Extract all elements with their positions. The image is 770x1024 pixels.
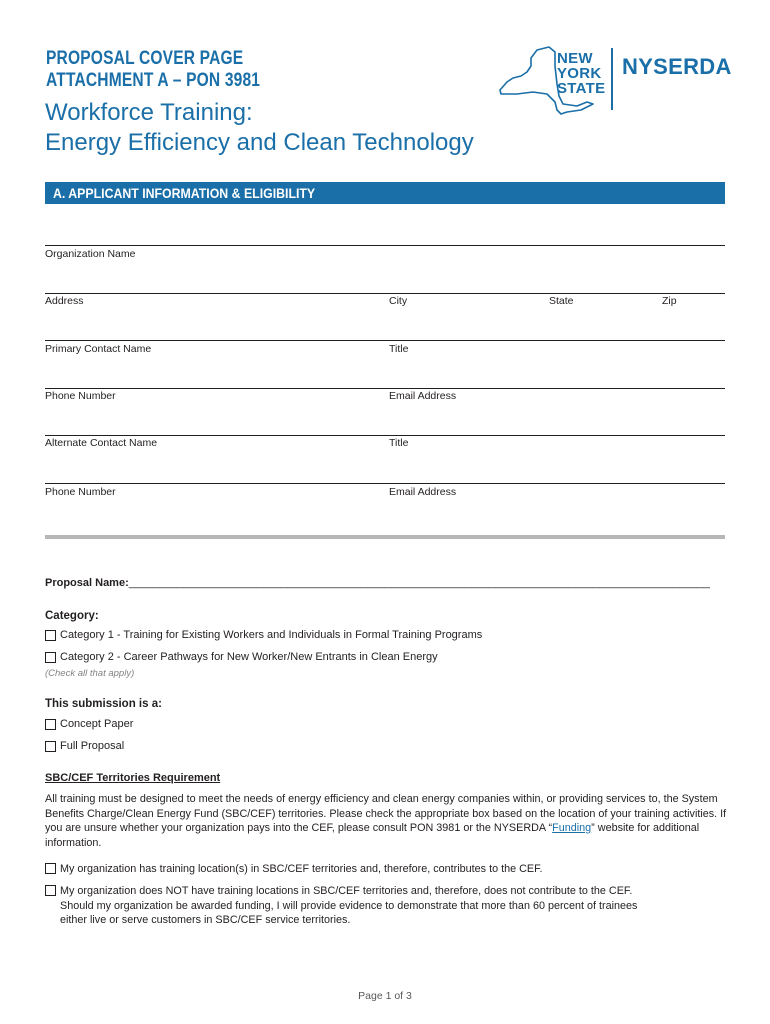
check-all-note: (Check all that apply) (45, 668, 135, 679)
section-a-header (45, 182, 725, 204)
subtitle-line2: Energy Efficiency and Clean Technology (45, 129, 474, 156)
nyserda-logo-text: NYSERDA (622, 54, 732, 79)
section-divider (45, 535, 725, 539)
submission-label: This submission is a: (45, 698, 162, 710)
subtitle-line1: Workforce Training: (45, 99, 253, 126)
alternate-contact-name-label: Alternate Contact Name (45, 437, 158, 449)
territory-1-text: My organization has training location(s) in SBC/CEF territories and, therefore, contributes to the CEF. (60, 863, 543, 875)
logo-word-new: NEW (557, 50, 593, 67)
territory-2-text-line3: either live or serve customers in SBC/CEF service territories. (60, 914, 351, 926)
section-a-title: A. APPLICANT INFORMATION & ELIGIBILITY (53, 185, 316, 201)
territory-option-1[interactable] (45, 862, 735, 877)
address-label: Address (45, 295, 84, 307)
organization-name-line[interactable] (45, 245, 725, 246)
category-2-checkbox[interactable] (45, 652, 56, 663)
proposal-name-blank[interactable]: _______________________________________________________________________________________________ (128, 577, 710, 589)
alternate-email-label: Email Address (389, 486, 457, 498)
city-label: City (389, 295, 408, 307)
category-1-option[interactable] (45, 629, 482, 641)
state-label: State (549, 295, 574, 307)
funding-link[interactable]: Funding (552, 822, 592, 834)
concept-paper-checkbox[interactable] (45, 719, 56, 730)
full-proposal-checkbox[interactable] (45, 741, 56, 752)
header-title-line2: ATTACHMENT A – PON 3981 (46, 70, 261, 91)
logo-word-york: YORK (557, 65, 602, 82)
logo-word-state: STATE (557, 80, 606, 97)
alternate-phone-label: Phone Number (45, 486, 116, 498)
territories-heading: SBC/CEF Territories Requirement (45, 772, 221, 784)
territories-paragraph (45, 792, 735, 850)
page-number: Page 1 of 3 (358, 990, 412, 1002)
primary-phone-label: Phone Number (45, 390, 116, 402)
primary-phone-line[interactable] (45, 388, 725, 389)
category-label: Category: (45, 610, 99, 622)
primary-contact-line[interactable] (45, 340, 725, 341)
primary-contact-name-label: Primary Contact Name (45, 343, 152, 355)
category-2-text: Category 2 - Career Pathways for New Worker/New Entrants in Clean Energy (60, 651, 438, 663)
category-1-text: Category 1 - Training for Existing Workers and Individuals in Formal Training Programs (60, 629, 483, 641)
logo-divider (611, 48, 613, 110)
territories-paragraph-end: ” website for additional information. (45, 822, 700, 849)
territory-option-2[interactable] (45, 884, 735, 928)
full-proposal-option[interactable] (45, 740, 124, 752)
territories-paragraph-text: All training must be designed to meet the needs of energy efficiency and clean energy companies within, or providing services to, the System Benefits Charge/Clean Energy Fund (SBC/CEF) territories. Please check the appropriate box based on the location of your training activities. If you are unsure whether your organization pays into the CEF, please consult PON 3981 or the NYSERDA “ (45, 793, 727, 834)
alternate-contact-line[interactable] (45, 435, 725, 436)
zip-label: Zip (662, 295, 677, 307)
category-1-checkbox[interactable] (45, 630, 56, 641)
proposal-name-field[interactable] (45, 577, 710, 589)
address-line[interactable] (45, 293, 725, 294)
alternate-title-label: Title (389, 437, 409, 449)
full-proposal-text: Full Proposal (60, 740, 125, 752)
header-title-line1: PROPOSAL COVER PAGE (46, 48, 244, 69)
territory-2-text-line1: My organization does NOT have training locations in SBC/CEF territories and, therefore, does not contribute to the CEF. (60, 885, 633, 897)
primary-email-label: Email Address (389, 390, 457, 402)
organization-name-label: Organization Name (45, 248, 136, 260)
territory-2-text-line2: Should my organization be awarded funding, I will provide evidence to demonstrate that more than 60 percent of trainees (60, 899, 638, 912)
alternate-phone-line[interactable] (45, 483, 725, 484)
primary-title-label: Title (389, 343, 409, 355)
territory-2-checkbox[interactable] (45, 885, 56, 896)
concept-paper-text: Concept Paper (60, 718, 134, 730)
proposal-name-label: Proposal Name: (45, 577, 129, 589)
concept-paper-option[interactable] (45, 718, 133, 730)
territory-1-checkbox[interactable] (45, 863, 56, 874)
category-2-option[interactable] (45, 651, 438, 663)
